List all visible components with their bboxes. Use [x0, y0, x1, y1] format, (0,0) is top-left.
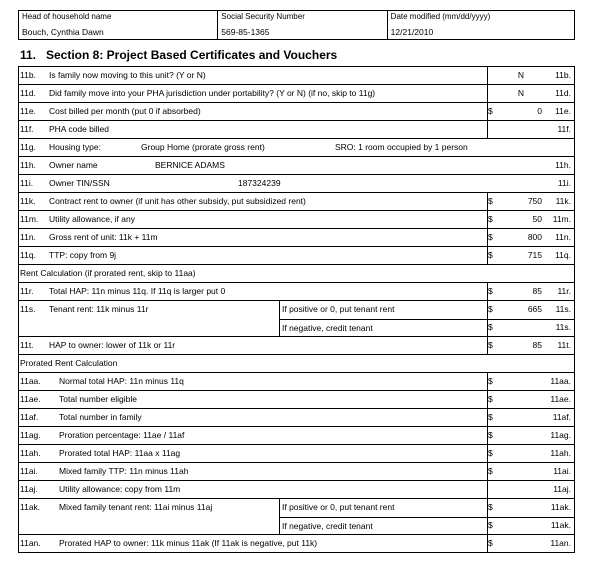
dollar-sign: $: [488, 106, 493, 116]
row-amount[interactable]: 800: [527, 232, 542, 242]
row-code: 11b.: [20, 70, 36, 80]
row-11q: [19, 247, 574, 265]
sub-negative-label: If negative, credit tenant: [282, 323, 373, 333]
row-code: 11i.: [20, 178, 34, 188]
row-code-right: 11ak.: [550, 502, 571, 512]
dollar-sign: $: [488, 376, 493, 386]
row-code: 11n.: [20, 232, 36, 242]
row-label: PHA code billed: [49, 124, 110, 134]
date-value: 12/21/2010: [390, 27, 434, 37]
row-11h: [19, 157, 574, 175]
dollar-sign: $: [488, 304, 493, 314]
sub-negative: [279, 517, 487, 535]
owner-name-value[interactable]: BERNICE ADAMS: [155, 160, 225, 170]
row-code: 11d.: [20, 88, 36, 98]
row-code: 11an.: [20, 538, 41, 548]
row-code-right: 11b.: [555, 70, 571, 80]
row-11aa: [19, 373, 574, 391]
row-code-right: 11s.: [555, 322, 571, 332]
row-code-right: 11ae.: [550, 394, 571, 404]
sub-positive: [279, 301, 487, 319]
row-11s: [19, 301, 574, 337]
row-11ak: [19, 499, 574, 535]
ssn-label: Social Security Number: [221, 12, 305, 21]
row-11n: [19, 229, 574, 247]
prorated-calculation-heading: [19, 355, 574, 373]
row-11e: [19, 103, 574, 121]
header-table: [18, 10, 575, 40]
dollar-sign: $: [488, 196, 493, 206]
dollar-sign: $: [488, 448, 493, 458]
dollar-sign: $: [488, 520, 493, 530]
row-code: 11g.: [20, 142, 36, 152]
row-11k: [19, 193, 574, 211]
section-number: 11.: [20, 48, 37, 62]
row-label: TTP: copy from 9j: [49, 250, 117, 260]
sub-divider: [487, 517, 574, 518]
row-11d: [19, 85, 574, 103]
row-11m: [19, 211, 574, 229]
row-11t: [19, 337, 574, 355]
row-label: Did family move into your PHA jurisdiction under portability? (Y or N) (if no, skip to 11g): [49, 88, 376, 98]
row-code: 11aj.: [20, 484, 38, 494]
row-code: 11h.: [20, 160, 36, 170]
dollar-sign: $: [488, 214, 493, 224]
ssn-value: 569-85-1365: [221, 27, 270, 37]
row-label: Utility allowance, if any: [49, 214, 135, 224]
sub-divider: [487, 319, 574, 320]
row-code-right: 11f.: [557, 124, 571, 134]
dollar-sign: $: [488, 250, 493, 260]
row-code: 11f.: [20, 124, 34, 134]
dollar-sign: $: [488, 538, 493, 548]
row-code-right: 11h.: [555, 160, 571, 170]
row-label: Gross rent of unit: 11k + 11m: [49, 232, 158, 242]
row-11f: [19, 121, 574, 139]
row-label: Prorated HAP to owner: 11k minus 11ak (If 11ak is negative, put 11k): [59, 538, 318, 548]
row-11r: [19, 283, 574, 301]
date-cell: [388, 11, 574, 39]
row-label: HAP to owner: lower of 11k or 11r: [49, 340, 176, 350]
dollar-sign: $: [488, 502, 493, 512]
row-code-right: 11af.: [552, 412, 571, 422]
row-value[interactable]: N: [517, 70, 524, 80]
section-title-text: Section 8: Project Based Certificates and Vouchers: [46, 48, 338, 62]
row-label: Cost billed per month (put 0 if absorbed): [49, 106, 201, 116]
column-divider: [487, 481, 488, 498]
dollar-sign: $: [488, 430, 493, 440]
row-code-right: 11e.: [555, 106, 571, 116]
row-label: Owner name: [49, 160, 98, 170]
row-amount[interactable]: 85: [532, 286, 542, 296]
row-code: 11r.: [20, 286, 34, 296]
row-label: Mixed family tenant rent: 11ai minus 11aj: [59, 502, 213, 512]
date-label: Date modified (mm/dd/yyyy): [390, 12, 491, 21]
row-11g: [19, 139, 574, 157]
row-code-right: 11r.: [557, 286, 571, 296]
dollar-sign: $: [488, 232, 493, 242]
hoh-value: Bouch, Cynthia Dawn: [22, 27, 104, 37]
row-label: Proration percentage: 11ae / 11af: [59, 430, 185, 440]
row-code-right: 11m.: [552, 214, 571, 224]
form-table: [18, 66, 575, 553]
dollar-sign: $: [488, 394, 493, 404]
row-code: 11ah.: [20, 448, 41, 458]
owner-tin-value[interactable]: 187324239: [238, 178, 281, 188]
row-amount[interactable]: 85: [532, 340, 542, 350]
row-label: Tenant rent: 11k minus 11r: [49, 304, 149, 314]
row-label: Mixed family TTP: 11n minus 11ah: [59, 466, 189, 476]
hoh-cell: [19, 11, 218, 39]
housing-type-sro: SRO: 1 room occupied by 1 person: [335, 142, 468, 152]
row-code: 11s.: [20, 304, 36, 314]
row-code-right: 11ag.: [550, 430, 571, 440]
row-label: Total number eligible: [59, 394, 137, 404]
dollar-sign: $: [488, 340, 493, 350]
row-code: 11k.: [20, 196, 36, 206]
rent-calculation-heading: [19, 265, 574, 283]
row-code: 11e.: [20, 106, 36, 116]
ssn-cell: [218, 11, 387, 39]
row-code: 11aa.: [20, 376, 41, 386]
heading-text: Prorated Rent Calculation: [20, 358, 118, 368]
row-11an: [19, 535, 574, 553]
sub-negative-label: If negative, credit tenant: [282, 521, 373, 531]
row-label: Owner TIN/SSN: [49, 178, 110, 188]
row-11ah: [19, 445, 574, 463]
housing-type-value[interactable]: Group Home (prorate gross rent): [141, 142, 265, 152]
sub-negative: [279, 319, 487, 337]
row-amount[interactable]: 750: [527, 196, 542, 206]
row-code-right: 11aa.: [550, 376, 571, 386]
row-label: Housing type:: [49, 142, 101, 152]
dollar-sign: $: [488, 286, 493, 296]
column-divider: [487, 67, 488, 84]
row-value[interactable]: N: [517, 88, 524, 98]
row-code: 11t.: [20, 340, 34, 350]
row-code: 11m.: [20, 214, 39, 224]
row-code-right: 11aj.: [553, 484, 571, 494]
section-title: [20, 48, 337, 62]
row-label: Contract rent to owner (if unit has other subsidy, put subsidized rent): [49, 196, 306, 206]
row-code-right: 11ak.: [550, 520, 571, 530]
row-code-right: 11d.: [555, 88, 571, 98]
row-11b: [19, 67, 574, 85]
row-11ae: [19, 391, 574, 409]
row-amount[interactable]: 715: [527, 250, 542, 260]
dollar-sign: $: [488, 466, 493, 476]
row-label: Normal total HAP: 11n minus 11q: [59, 376, 184, 386]
sub-positive-label: If positive or 0, put tenant rent: [282, 502, 395, 512]
row-amount[interactable]: 0: [537, 106, 542, 116]
hoh-label: Head of household name: [22, 12, 112, 21]
row-code: 11ae.: [20, 394, 41, 404]
row-11ai: [19, 463, 574, 481]
row-code: 11q.: [20, 250, 36, 260]
row-code-right: 11an.: [550, 538, 571, 548]
row-code-right: 11n.: [555, 232, 571, 242]
dollar-sign: $: [488, 322, 493, 332]
row-code-right: 11t.: [557, 340, 571, 350]
row-code: 11ak.: [20, 502, 41, 512]
row-code: 11ag.: [20, 430, 41, 440]
row-code-right: 11s.: [555, 304, 571, 314]
row-label: Total number in family: [59, 412, 142, 422]
row-11ag: [19, 427, 574, 445]
dollar-sign: $: [488, 412, 493, 422]
row-code-right: 11k.: [555, 196, 571, 206]
row-amount[interactable]: 50: [532, 214, 542, 224]
row-label: Utility allowance: copy from 11m: [59, 484, 181, 494]
row-11i: [19, 175, 574, 193]
row-code-right: 11i.: [557, 178, 571, 188]
heading-text: Rent Calculation (if prorated rent, skip to 11aa): [20, 268, 196, 278]
row-code-right: 11q.: [555, 250, 571, 260]
row-label: Prorated total HAP: 11aa x 11ag: [59, 448, 181, 458]
row-label: Is family now moving to this unit? (Y or N): [49, 70, 206, 80]
sub-positive-label: If positive or 0, put tenant rent: [282, 304, 395, 314]
row-code-right: 11ai.: [553, 466, 571, 476]
row-label: Total HAP: 11n minus 11q. If 11q is larger put 0: [49, 286, 226, 296]
row-11aj: [19, 481, 574, 499]
column-divider: [487, 121, 488, 138]
column-divider: [487, 85, 488, 102]
sub-positive: [279, 499, 487, 517]
row-11af: [19, 409, 574, 427]
row-code: 11af.: [20, 412, 39, 422]
row-code-right: 11ah.: [550, 448, 571, 458]
row-code: 11ai.: [20, 466, 38, 476]
row-amount[interactable]: 665: [527, 304, 542, 314]
